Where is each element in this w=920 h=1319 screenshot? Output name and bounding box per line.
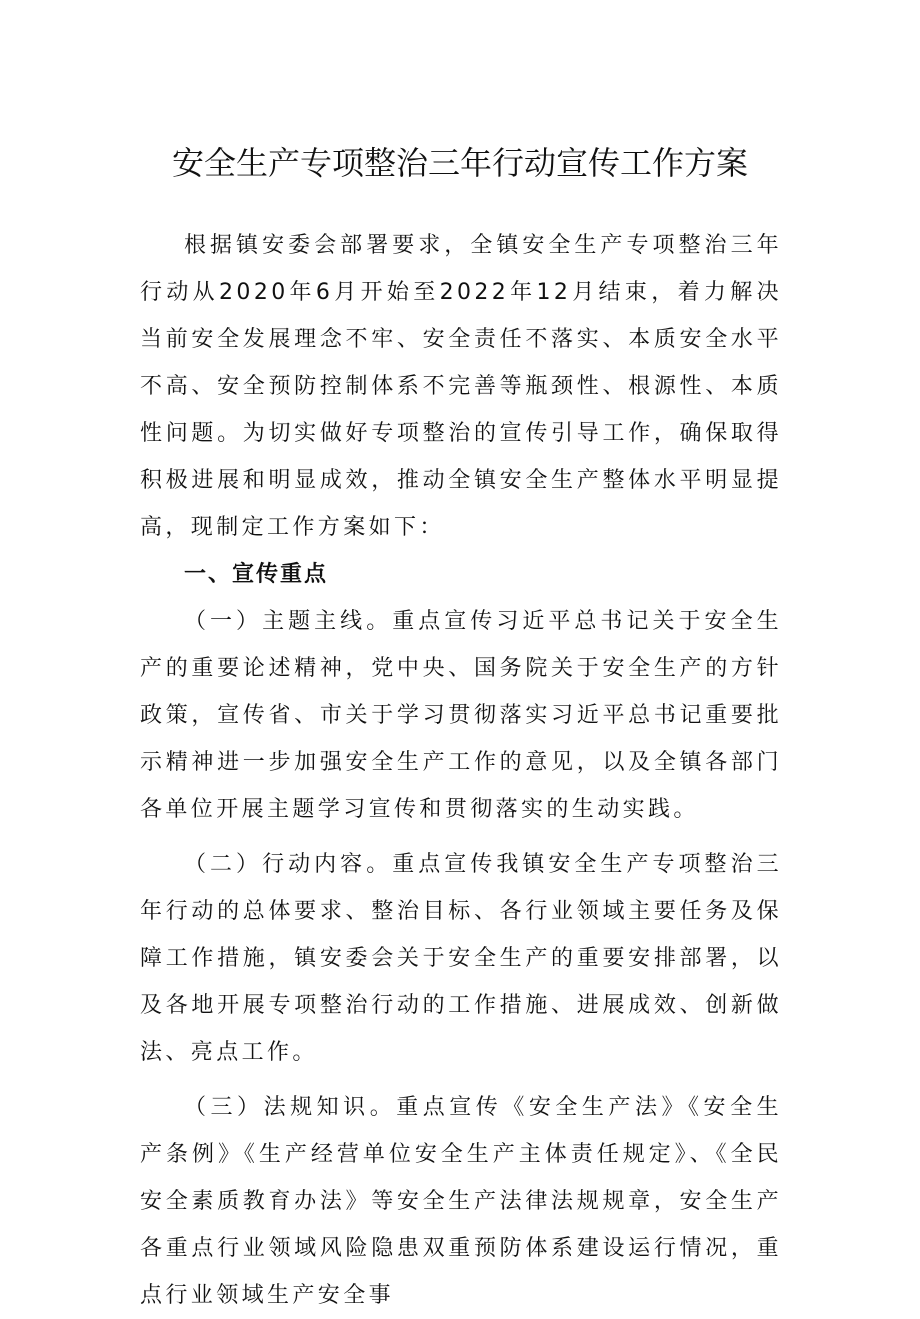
intro-paragraph: 根据镇安委会部署要求，全镇安全生产专项整治三年行动从2020年6月开始至2022年12月结束，着力解决当前安全发展理念不牢、安全责任不落实、本质安全水平不高、安全预防控制体系不完善等瓶颈性、根源性、本质性问题。为切实做好专项整治的宣传引导工作，确保取得积极进展和明显成效，推动全镇安全生产整体水平明显提高，现制定工作方案如下： xyxy=(140,233,782,540)
section-heading: 一、宣传重点 xyxy=(184,562,329,587)
item-paragraph-1: （一）主题主线。重点宣传习近平总书记关于安全生产的重要论述精神，党中央、国务院关于安全生产的方针政策，宣传省、市关于学习贯彻落实习近平总书记重要批示精神进一步加强安全生产工作的意见，以及全镇各部门各单位开展主题学习宣传和贯彻落实的生动实践。 xyxy=(140,609,782,822)
document-title: 安全生产专项整治三年行动宣传工作方案 xyxy=(171,144,748,182)
document-body xyxy=(140,222,782,1319)
item-paragraph-3: （三）法规知识。重点宣传《安全生产法》《安全生产条例》《生产经营单位安全生产主体责任规定》、《全民安全素质教育办法》等安全生产法律法规规章，安全生产各重点行业领域风险隐患双重预防体系建设运行情况，重点行业领域生产安全事 xyxy=(140,1095,782,1308)
item-paragraph-2: （二）行动内容。重点宣传我镇安全生产专项整治三年行动的总体要求、整治目标、各行业领域主要任务及保障工作措施，镇安委会关于安全生产的重要安排部署，以及各地开展专项整治行动的工作措施、进展成效、创新做法、亮点工作。 xyxy=(140,852,782,1065)
